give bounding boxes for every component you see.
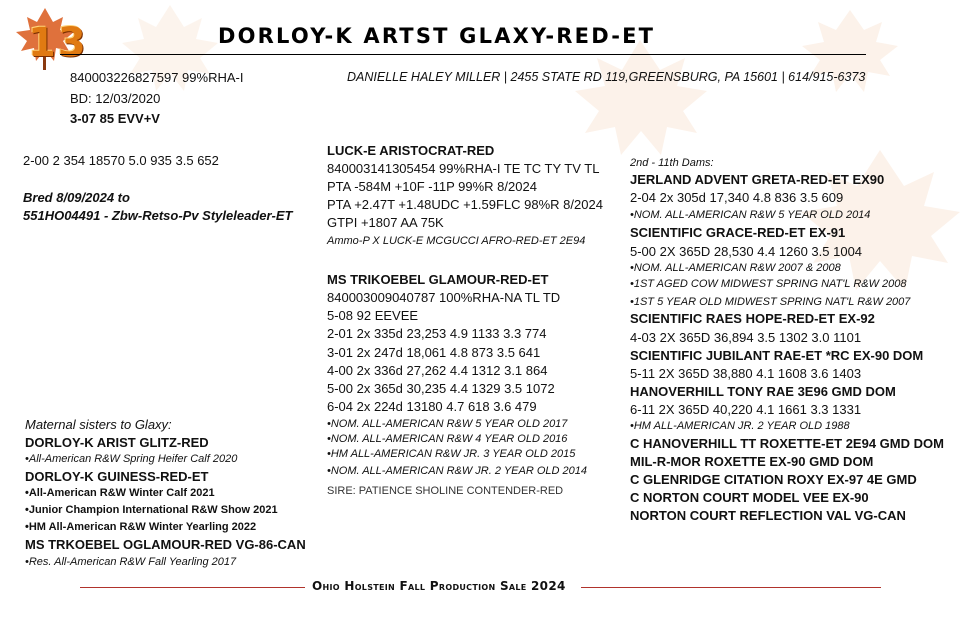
dam-record: 3-01 2x 247d 18,061 4.8 873 3.5 641 (327, 345, 541, 360)
dam-10-name: C NORTON COURT MODEL VEE EX-90 (630, 490, 869, 505)
dam-honor: •NOM. ALL-AMERICAN R&W 5 YEAR OLD 2017 (327, 418, 568, 430)
dam-5-name: SCIENTIFIC JUBILANT RAE-ET *RC EX-90 DOM (630, 348, 924, 363)
dam-record: 6-04 2x 224d 13180 4.7 618 3.6 479 (327, 399, 537, 414)
sister-name: DORLOY-K ARIST GLITZ-RED (25, 435, 209, 450)
dam-3-record: 5-00 2X 365D 28,530 4.4 1260 3.5 1004 (630, 244, 863, 259)
sire-line-1: 840003141305454 99%RHA-I TE TC TY TV TL (327, 161, 600, 176)
dam-11-name: NORTON COURT REFLECTION VAL VG-CAN (630, 508, 906, 523)
classification: 3-07 85 EVV+V (70, 111, 160, 126)
dam-6-record: 6-11 2X 365D 40,220 4.1 1661 3.3 1331 (630, 402, 862, 417)
dam-4-record: 4-03 2X 365D 36,894 3.5 1302 3.0 1101 (630, 330, 862, 345)
dam-6-honor: •HM ALL-AMERICAN JR. 2 YEAR OLD 1988 (630, 420, 850, 432)
bred-date: Bred 8/09/2024 to (23, 190, 130, 205)
dam-honor: •NOM. ALL-AMERICAN R&W JR. 2 YEAR OLD 2014 (327, 465, 587, 477)
sisters-heading: Maternal sisters to Glaxy: (25, 417, 172, 432)
sire-line-4: GTPI +1807 AA 75K (327, 215, 444, 230)
dam-record: 2-01 2x 335d 23,253 4.9 1133 3.3 774 (327, 326, 547, 341)
birth-date: BD: 12/03/2020 (70, 91, 161, 106)
sire-name: LUCK-E ARISTOCRAT-RED (327, 143, 495, 158)
dam-2-record: 2-04 2x 305d 17,340 4.8 836 3.5 609 (630, 190, 844, 205)
sire-line-2: PTA -584M +10F -11P 99%R 8/2024 (327, 179, 537, 194)
sale-footer: Ohio Holstein Fall Production Sale 2024 (312, 579, 566, 593)
dam-record: 5-00 2x 365d 30,235 4.4 1329 3.5 1072 (327, 381, 555, 396)
sister-honor: •HM All-American R&W Winter Yearling 2022 (25, 521, 257, 533)
dam-honor: •NOM. ALL-AMERICAN R&W 4 YEAR OLD 2016 (327, 433, 568, 445)
registration: 840003226827597 99%RHA-I (70, 70, 244, 85)
dam-sire: SIRE: PATIENCE SHOLINE CONTENDER-RED (327, 485, 564, 497)
production-record: 2-00 2 354 18570 5.0 935 3.5 652 (23, 153, 219, 168)
dam-name: MS TRIKOEBEL GLAMOUR-RED-ET (327, 272, 549, 287)
sister-honor: •All-American R&W Spring Heifer Calf 2020 (25, 453, 238, 465)
dam-3-honor: •1ST 5 YEAR OLD MIDWEST SPRING NAT'L R&W 2007 (630, 296, 911, 308)
footer-rule-right (581, 587, 881, 588)
dam-3-honor: •1ST AGED COW MIDWEST SPRING NAT'L R&W 2008 (630, 278, 907, 290)
dam-4-name: SCIENTIFIC RAES HOPE-RED-ET EX-92 (630, 311, 875, 326)
dam-6-name: HANOVERHILL TONY RAE 3E96 GMD DOM (630, 384, 896, 399)
dam-classification: 5-08 92 EEVEE (327, 308, 419, 323)
footer-rule-left (80, 587, 305, 588)
sister-honor: •Res. All-American R&W Fall Yearling 2017 (25, 556, 237, 568)
dam-5-record: 5-11 2X 365D 38,880 4.1 1608 3.6 1403 (630, 366, 862, 381)
sister-honor: •Junior Champion International R&W Show 2021 (25, 504, 278, 516)
animal-title: DORLOY-K ARTST GLAXY-RED-ET (218, 24, 656, 48)
dam-honor: •HM ALL-AMERICAN R&W JR. 3 YEAR OLD 2015 (327, 448, 576, 460)
dam-8-name: MIL-R-MOR ROXETTE EX-90 GMD DOM (630, 454, 874, 469)
sister-name: DORLOY-K GUINESS-RED-ET (25, 469, 209, 484)
dam-9-name: C GLENRIDGE CITATION ROXY EX-97 4E GMD (630, 472, 917, 487)
sister-honor: •All-American R&W Winter Calf 2021 (25, 487, 215, 499)
dam-record: 4-00 2x 336d 27,262 4.4 1312 3.1 864 (327, 363, 548, 378)
title-divider (60, 54, 866, 55)
dam-2-honor: •NOM. ALL-AMERICAN R&W 5 YEAR OLD 2014 (630, 209, 871, 221)
sire-line-3: PTA +2.47T +1.48UDC +1.59FLC 98%R 8/2024 (327, 197, 603, 212)
dams-heading: 2nd - 11th Dams: (630, 157, 714, 169)
bred-to-sire: 551HO04491 - Zbw-Retso-Pv Styleleader-ET (23, 208, 293, 223)
dam-3-honor: •NOM. ALL-AMERICAN R&W 2007 & 2008 (630, 262, 841, 274)
sister-name: MS TRKOEBEL OGLAMOUR-RED VG-86-CAN (25, 537, 306, 552)
lot-badge (10, 6, 88, 72)
sire-pedigree: Ammo-P X LUCK-E MCGUCCI AFRO-RED-ET 2E94 (327, 235, 586, 247)
dam-3-name: SCIENTIFIC GRACE-RED-ET EX-91 (630, 225, 846, 240)
consignor-info: DANIELLE HALEY MILLER | 2455 STATE RD 119,GREENSBURG, PA 15601 | 614/915-6373 (347, 70, 866, 84)
dam-2-name: JERLAND ADVENT GRETA-RED-ET EX90 (630, 172, 885, 187)
dam-registration: 840003009040787 100%RHA-NA TL TD (327, 290, 561, 305)
dam-7-name: C HANOVERHILL TT ROXETTE-ET 2E94 GMD DOM (630, 436, 944, 451)
lot-number: 13 (28, 20, 88, 66)
